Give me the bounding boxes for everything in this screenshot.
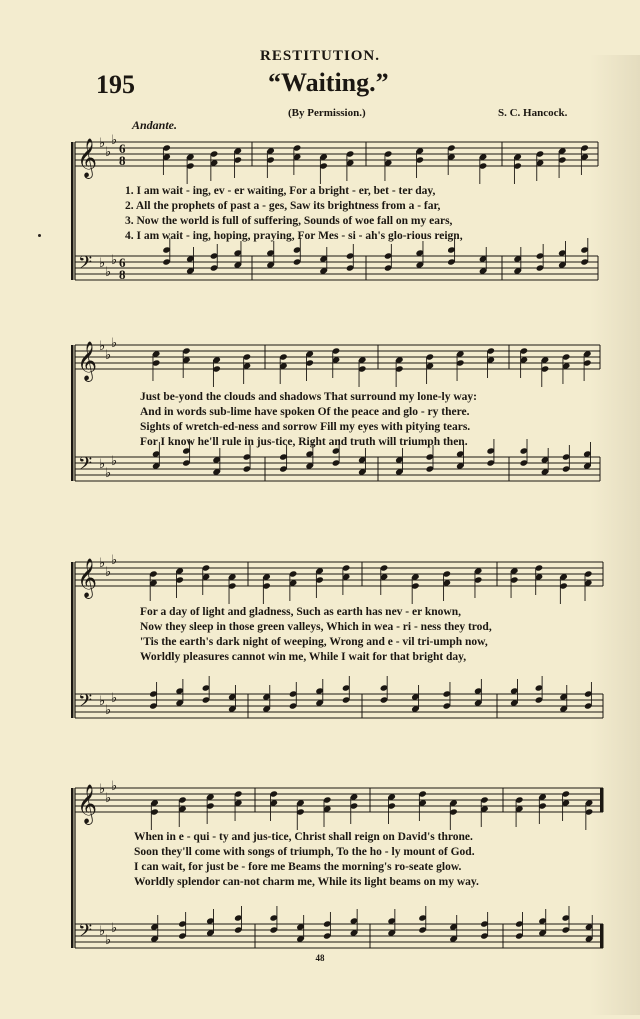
system-brace [71, 788, 74, 948]
treble-staff [75, 788, 603, 812]
flat-sign-icon: ♭ [105, 265, 112, 280]
treble-staff [75, 142, 598, 166]
flat-sign-icon: ♭ [111, 253, 118, 268]
flat-sign-icon: ♭ [111, 133, 118, 148]
flat-sign-icon: ♭ [99, 924, 106, 939]
flat-sign-icon: ♭ [111, 336, 118, 351]
flat-sign-icon: ♭ [105, 348, 112, 363]
hymn-number: 195 [96, 70, 135, 99]
bass-clef-icon: 𝄢 [78, 253, 93, 278]
bass-clef-icon: 𝄢 [78, 454, 93, 479]
bass-clef-icon: 𝄢 [78, 691, 93, 716]
flat-sign-icon: ♭ [99, 136, 106, 151]
lyric-line: Worldly pleasures cannot win me, While I wait for that bright day, [140, 651, 467, 663]
bass-clef-icon: 𝄢 [78, 921, 93, 946]
final-barline [600, 924, 603, 948]
lyric-line: 1. I am wait - ing, ev - er waiting, For a bright - er, bet - ter day, [125, 185, 436, 197]
flat-sign-icon: ♭ [105, 466, 112, 481]
flat-sign-icon: ♭ [99, 339, 106, 354]
flat-sign-icon: ♭ [99, 457, 106, 472]
flat-sign-icon: ♭ [111, 921, 118, 936]
treble-clef-icon: 𝄞 [77, 784, 98, 824]
lyric-line: Soon they'll come with songs of triumph, To the ho - ly mount of God. [134, 846, 475, 858]
lyric-line: Now they sleep in those green valleys, Which in wea - ri - ness they trod, [140, 621, 492, 633]
flat-sign-icon: ♭ [99, 694, 106, 709]
flat-sign-icon: ♭ [111, 454, 118, 469]
lyric-line: 3. Now the world is full of suffering, Sounds of woe fall on my ears, [125, 215, 453, 227]
lyric-line: 2. All the prophets of past a - ges, Saw its brightness from a - far, [125, 200, 441, 212]
system-brace [71, 142, 74, 280]
system-brace [71, 562, 74, 718]
lyric-line: Sights of wretch-ed-ness and sorrow Fill my eyes with pitying tears. [140, 421, 471, 433]
section-title: RESTITUTION. [260, 48, 380, 64]
lyric-line: And in words sub-lime have spoken Of the peace and glo - ry there. [140, 406, 470, 418]
final-barline [600, 788, 603, 812]
lyric-line: When in e - qui - ty and jus-tice, Christ shall reign on David's throne. [134, 831, 473, 843]
flat-sign-icon: ♭ [111, 553, 118, 568]
flat-sign-icon: ♭ [99, 782, 106, 797]
lyric-line: For I know he'll rule in jus-tice, Right and truth will triumph then. [140, 436, 468, 448]
lyric-line: Worldly splendor can-not charm me, While its light beams on my way. [134, 876, 479, 888]
lyric-line: 'Tis the earth's dark night of weeping, Wrong and e - vil tri-umph now, [140, 636, 488, 648]
bass-time-signature-top: 6 [119, 255, 126, 270]
lyric-line: Just be-yond the clouds and shadows That surround my lone-ly way: [140, 391, 477, 403]
flat-sign-icon: ♭ [105, 565, 112, 580]
permission-note: (By Permission.) [288, 107, 366, 119]
flat-sign-icon: ♭ [105, 145, 112, 160]
tempo-marking: Andante. [132, 118, 178, 132]
treble-time-signature-top: 6 [119, 141, 126, 156]
flat-sign-icon: ♭ [99, 256, 106, 271]
hymn-title: “Waiting.” [268, 68, 389, 97]
lyric-line: For a day of light and gladness, Such as earth has nev - er known, [140, 606, 461, 618]
flat-sign-icon: ♭ [111, 691, 118, 706]
system-brace [71, 345, 74, 481]
treble-clef-icon: 𝄞 [77, 138, 98, 178]
flat-sign-icon: ♭ [105, 703, 112, 718]
flat-sign-icon: ♭ [99, 556, 106, 571]
flat-sign-icon: ♭ [111, 779, 118, 794]
treble-clef-icon: 𝄞 [77, 341, 98, 381]
flat-sign-icon: ♭ [105, 791, 112, 806]
lyric-line: I can wait, for just be - fore me Beams the morning's ro-seate glow. [134, 861, 462, 873]
treble-clef-icon: 𝄞 [77, 558, 98, 598]
flat-sign-icon: ♭ [105, 933, 112, 948]
page-number: 48 [315, 953, 325, 963]
lyric-line: 4. I am wait - ing, hoping, praying, For Mes - si - ah's glo-rious reign, [125, 230, 463, 242]
treble-time-signature-bottom: 8 [119, 153, 126, 168]
composer-credit: S. C. Hancock. [498, 107, 568, 119]
bass-time-signature-bottom: 8 [119, 267, 126, 282]
